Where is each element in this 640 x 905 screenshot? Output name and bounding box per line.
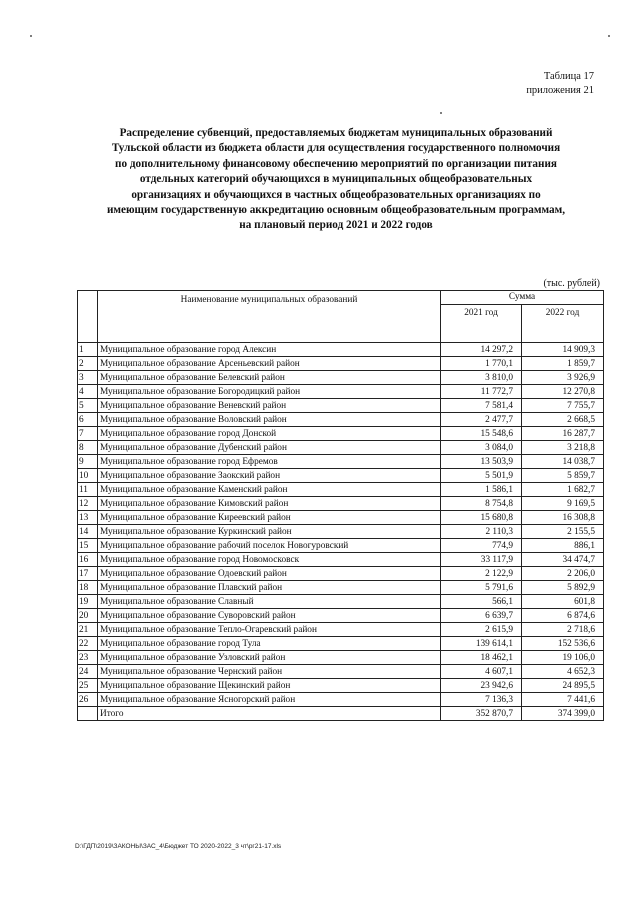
- scan-speck: [30, 35, 32, 37]
- municipality-name: Муниципальное образование Каменский район: [98, 483, 441, 497]
- amount-2021: 7 581,4: [441, 399, 522, 413]
- row-number: 10: [78, 469, 98, 483]
- municipality-name: Муниципальное образование город Ефремов: [98, 455, 441, 469]
- row-number: 15: [78, 539, 98, 553]
- title-line: по дополнительному финансовому обеспечению мероприятий по организации питания: [115, 157, 557, 170]
- table-row: [78, 539, 604, 553]
- amount-2021: 2 615,9: [441, 623, 522, 637]
- table-row: [78, 343, 604, 357]
- municipality-name: Муниципальное образование Куркинский район: [98, 525, 441, 539]
- amount-2022: 14 909,3: [522, 343, 604, 357]
- amount-2022: 2 206,0: [522, 567, 604, 581]
- total-label: Итого: [98, 707, 441, 721]
- table-row: [78, 483, 604, 497]
- table-row: [78, 581, 604, 595]
- municipality-name: Муниципальное образование Кимовский район: [98, 497, 441, 511]
- amount-2021: 33 117,9: [441, 553, 522, 567]
- row-number: 4: [78, 385, 98, 399]
- amount-2021: 8 754,8: [441, 497, 522, 511]
- title-line: организациях и обучающихся в частных общеобразовательных организациях по: [131, 188, 541, 201]
- municipality-name: Муниципальное образование Белевский район: [98, 371, 441, 385]
- amount-2022: 24 895,5: [522, 679, 604, 693]
- row-number: 2: [78, 357, 98, 371]
- table-row: [78, 665, 604, 679]
- amount-2021: 18 462,1: [441, 651, 522, 665]
- total-row: [78, 707, 604, 721]
- table-row: [78, 525, 604, 539]
- file-path-footer: D:\ГДП\2019\ЗАКОНЫ\ЗАС_4\Бюджет ТО 2020-2022_3 чт\рг21-17.xls: [75, 843, 282, 850]
- amount-2022: 34 474,7: [522, 553, 604, 567]
- row-number: 22: [78, 637, 98, 651]
- amount-2022: 1 682,7: [522, 483, 604, 497]
- amount-2021: 23 942,6: [441, 679, 522, 693]
- municipality-name: Муниципальное образование Богородицкий район: [98, 385, 441, 399]
- row-number: 3: [78, 371, 98, 385]
- amount-2022: 6 874,6: [522, 609, 604, 623]
- table-row: [78, 623, 604, 637]
- row-number: 20: [78, 609, 98, 623]
- municipality-name: Муниципальное образование Арсеньевский район: [98, 357, 441, 371]
- municipality-name: Муниципальное образование город Алексин: [98, 343, 441, 357]
- amount-2021: 5 501,9: [441, 469, 522, 483]
- row-number: 8: [78, 441, 98, 455]
- municipality-name: Муниципальное образование Щекинский район: [98, 679, 441, 693]
- amount-2021: 5 791,6: [441, 581, 522, 595]
- table-row: [78, 567, 604, 581]
- municipality-name: Муниципальное образование Плавский район: [98, 581, 441, 595]
- amount-2022: 1 859,7: [522, 357, 604, 371]
- row-number: 13: [78, 511, 98, 525]
- amount-2022: 152 536,6: [522, 637, 604, 651]
- table-row: [78, 609, 604, 623]
- municipality-name: Муниципальное образование Киреевский район: [98, 511, 441, 525]
- amount-2021: 2 477,7: [441, 413, 522, 427]
- amount-2021: 2 122,9: [441, 567, 522, 581]
- table-row: [78, 385, 604, 399]
- header-name: Наименование муниципальных образований: [98, 291, 441, 343]
- amount-2022: 16 308,8: [522, 511, 604, 525]
- row-number: 7: [78, 427, 98, 441]
- table-row: [78, 511, 604, 525]
- amount-2022: 2 155,5: [522, 525, 604, 539]
- municipality-name: Муниципальное образование Узловский район: [98, 651, 441, 665]
- table-row: [78, 441, 604, 455]
- table-row: [78, 637, 604, 651]
- municipality-name: Муниципальное образование Суворовский район: [98, 609, 441, 623]
- amount-2022: 4 652,3: [522, 665, 604, 679]
- amount-2022: 601,8: [522, 595, 604, 609]
- amount-2021: 774,9: [441, 539, 522, 553]
- amount-2021: 4 607,1: [441, 665, 522, 679]
- amount-2021: 1 586,1: [441, 483, 522, 497]
- title-line: отдельных категорий обучающихся в муниципальных общеобразовательных: [139, 173, 533, 186]
- table-row: [78, 427, 604, 441]
- amount-2022: 14 038,7: [522, 455, 604, 469]
- municipality-name: Муниципальное образование город Тула: [98, 637, 441, 651]
- table-row: [78, 497, 604, 511]
- title-line: Тульской области из бюджета области для осуществления государственного полномочия: [111, 142, 561, 155]
- amount-2022: 16 287,7: [522, 427, 604, 441]
- municipality-name: Муниципальное образование Тепло-Огаревский район: [98, 623, 441, 637]
- row-number: 6: [78, 413, 98, 427]
- municipality-name: Муниципальное образование Воловский район: [98, 413, 441, 427]
- municipality-name: Муниципальное образование Заокский район: [98, 469, 441, 483]
- table-row: [78, 371, 604, 385]
- amount-2021: 3 084,0: [441, 441, 522, 455]
- amount-2022: 2 718,6: [522, 623, 604, 637]
- amount-2021: 1 770,1: [441, 357, 522, 371]
- total-number-cell: [78, 707, 98, 721]
- amount-2021: 566,1: [441, 595, 522, 609]
- row-number: 24: [78, 665, 98, 679]
- row-number: 17: [78, 567, 98, 581]
- amount-2022: 9 169,5: [522, 497, 604, 511]
- row-number: 26: [78, 693, 98, 707]
- amount-2021: 3 810,0: [441, 371, 522, 385]
- header-year-2021: 2021 год: [441, 305, 522, 343]
- amount-2021: 7 136,3: [441, 693, 522, 707]
- municipality-name: Муниципальное образование город Донской: [98, 427, 441, 441]
- header-year-2022: 2022 год: [522, 305, 604, 343]
- title-line: на плановый период 2021 и 2022 годов: [239, 219, 433, 232]
- amount-2021: 11 772,7: [441, 385, 522, 399]
- amount-2021: 139 614,1: [441, 637, 522, 651]
- document-title: [70, 126, 602, 234]
- units-note: (тыс. рублей): [543, 278, 600, 289]
- table-row: [78, 651, 604, 665]
- amount-2022: 2 668,5: [522, 413, 604, 427]
- amount-2021: 15 548,6: [441, 427, 522, 441]
- subsidy-table: [77, 290, 604, 721]
- total-2021: 352 870,7: [441, 707, 522, 721]
- municipality-name: Муниципальное образование Веневский район: [98, 399, 441, 413]
- amount-2022: 5 892,9: [522, 581, 604, 595]
- row-number: 18: [78, 581, 98, 595]
- row-number: 9: [78, 455, 98, 469]
- row-number: 25: [78, 679, 98, 693]
- amount-2021: 2 110,3: [441, 525, 522, 539]
- amount-2022: 3 926,9: [522, 371, 604, 385]
- row-number: 23: [78, 651, 98, 665]
- amount-2021: 13 503,9: [441, 455, 522, 469]
- table-row: [78, 455, 604, 469]
- scan-speck: [440, 112, 442, 114]
- title-line: имеющим государственную аккредитацию основным общеобразовательным программам,: [106, 204, 566, 217]
- table-row: [78, 679, 604, 693]
- title-line: Распределение субвенций, предоставляемых бюджетам муниципальных образований: [119, 127, 553, 139]
- amount-2022: 3 218,8: [522, 441, 604, 455]
- amount-2021: 14 297,2: [441, 343, 522, 357]
- row-number: 21: [78, 623, 98, 637]
- amount-2021: 6 639,7: [441, 609, 522, 623]
- scan-speck: [608, 35, 610, 37]
- row-number: 5: [78, 399, 98, 413]
- amount-2022: 7 755,7: [522, 399, 604, 413]
- header-number-cell: [78, 291, 98, 343]
- amount-2022: 5 859,7: [522, 469, 604, 483]
- row-number: 14: [78, 525, 98, 539]
- municipality-name: Муниципальное образование Дубенский район: [98, 441, 441, 455]
- table-row: [78, 693, 604, 707]
- table-row: [78, 553, 604, 567]
- table-row: [78, 469, 604, 483]
- header-sum: Сумма: [441, 291, 604, 305]
- amount-2021: 15 680,8: [441, 511, 522, 525]
- municipality-name: Муниципальное образование Чернский район: [98, 665, 441, 679]
- amount-2022: 886,1: [522, 539, 604, 553]
- amount-2022: 19 106,0: [522, 651, 604, 665]
- row-number: 12: [78, 497, 98, 511]
- annex-reference: [526, 70, 594, 98]
- annex-appendix-number: приложения 21: [526, 85, 594, 96]
- table-row: [78, 357, 604, 371]
- row-number: 16: [78, 553, 98, 567]
- annex-table-number: Таблица 17: [543, 71, 594, 82]
- table-row: [78, 413, 604, 427]
- table-body: [78, 343, 604, 707]
- municipality-name: Муниципальное образование город Новомосковск: [98, 553, 441, 567]
- row-number: 11: [78, 483, 98, 497]
- municipality-name: Муниципальное образование Славный: [98, 595, 441, 609]
- amount-2022: 7 441,6: [522, 693, 604, 707]
- row-number: 1: [78, 343, 98, 357]
- total-2022: 374 399,0: [522, 707, 604, 721]
- row-number: 19: [78, 595, 98, 609]
- municipality-name: Муниципальное образование Одоевский район: [98, 567, 441, 581]
- table-row: [78, 595, 604, 609]
- municipality-name: Муниципальное образование Ясногорский район: [98, 693, 441, 707]
- table-row: [78, 399, 604, 413]
- amount-2022: 12 270,8: [522, 385, 604, 399]
- municipality-name: Муниципальное образование рабочий поселок Новогуровский: [98, 539, 441, 553]
